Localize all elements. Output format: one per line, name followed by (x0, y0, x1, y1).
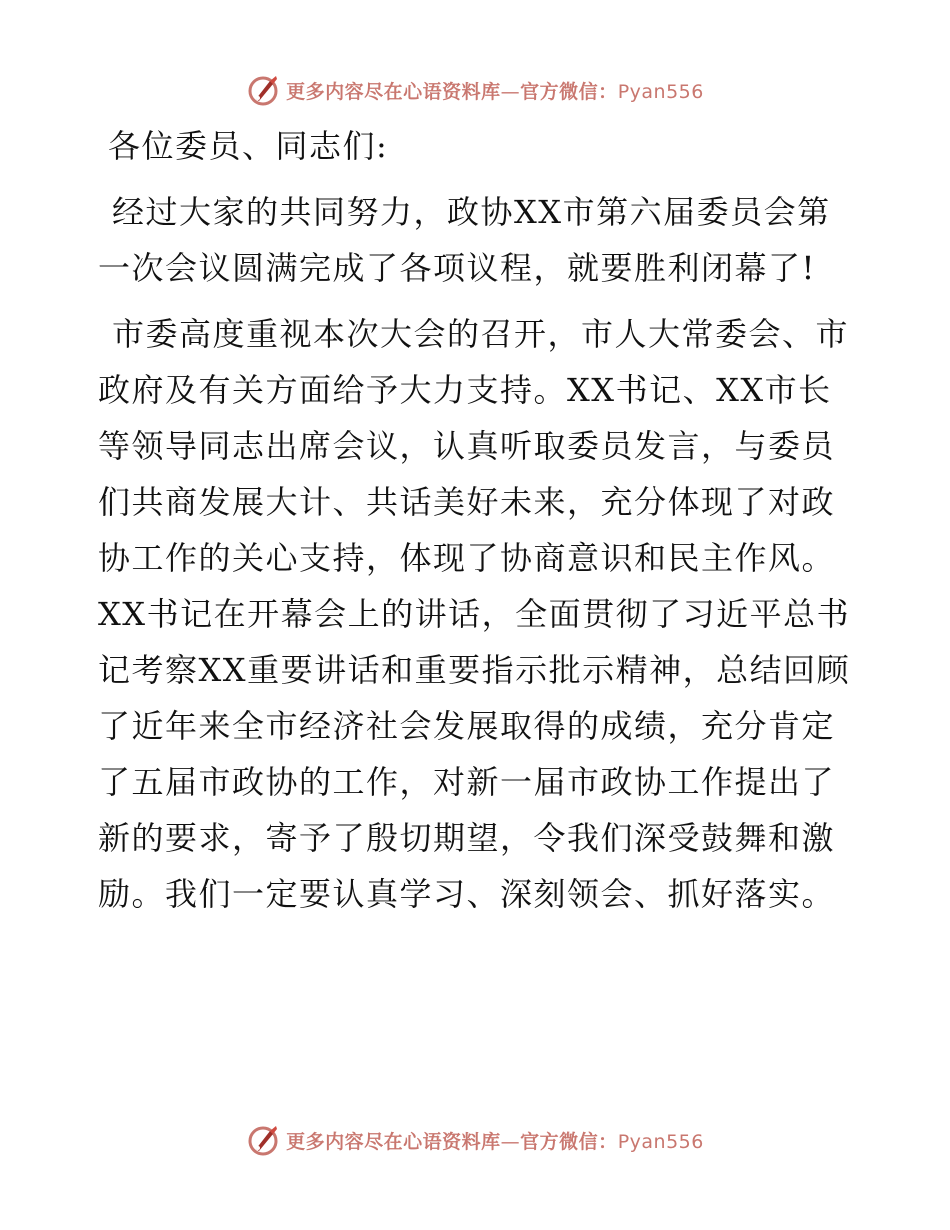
watermark-handle: Pyan556 (617, 80, 704, 103)
watermark-separator: — (500, 80, 521, 103)
watermark-text (286, 77, 704, 104)
watermark-separator: — (500, 1130, 521, 1153)
footer-watermark (0, 1120, 950, 1160)
watermark-main-text: 更多内容尽在心语资料库 (286, 80, 501, 103)
header-watermark (0, 70, 950, 110)
watermark-handle: Pyan556 (617, 1130, 704, 1153)
watermark-official-text: 官方微信： (520, 80, 618, 103)
quill-pen-logo-icon (246, 73, 280, 107)
paragraph-1: 经过大家的共同努力，政协XX市第六届委员会第一次会议圆满完成了各项议程，就要胜利闭幕了! (98, 193, 831, 287)
watermark-main-text: 更多内容尽在心语资料库 (286, 1130, 501, 1153)
paragraph-2: 市委高度重视本次大会的召开，市人大常委会、市政府及有关方面给予大力支持。XX书记、XX市长等领导同志出席会议，认真听取委员发言，与委员们共商发展大计、共话美好未来，充分体现了对政协工作的关心支持，体现了协商意识和民主作风。XX书记在开幕会上的讲话，全面贯彻了习近平总书记考察XX重要讲话和重要指示批示精神，总结回顾了近年来全市经济社会发展取得的成绩，充分肯定了五届市政协的工作，对新一届市政协工作提出了新的要求，寄予了殷切期望，令我们深受鼓舞和激励。我们一定要认真学习、深刻领会、抓好落实。 (98, 315, 851, 913)
watermark-official-text: 官方微信： (520, 1130, 618, 1153)
salutation: 各位委员、同志们: (108, 127, 389, 165)
watermark-text (286, 1127, 704, 1154)
document-body (98, 118, 858, 932)
quill-pen-logo-icon (246, 1123, 280, 1157)
